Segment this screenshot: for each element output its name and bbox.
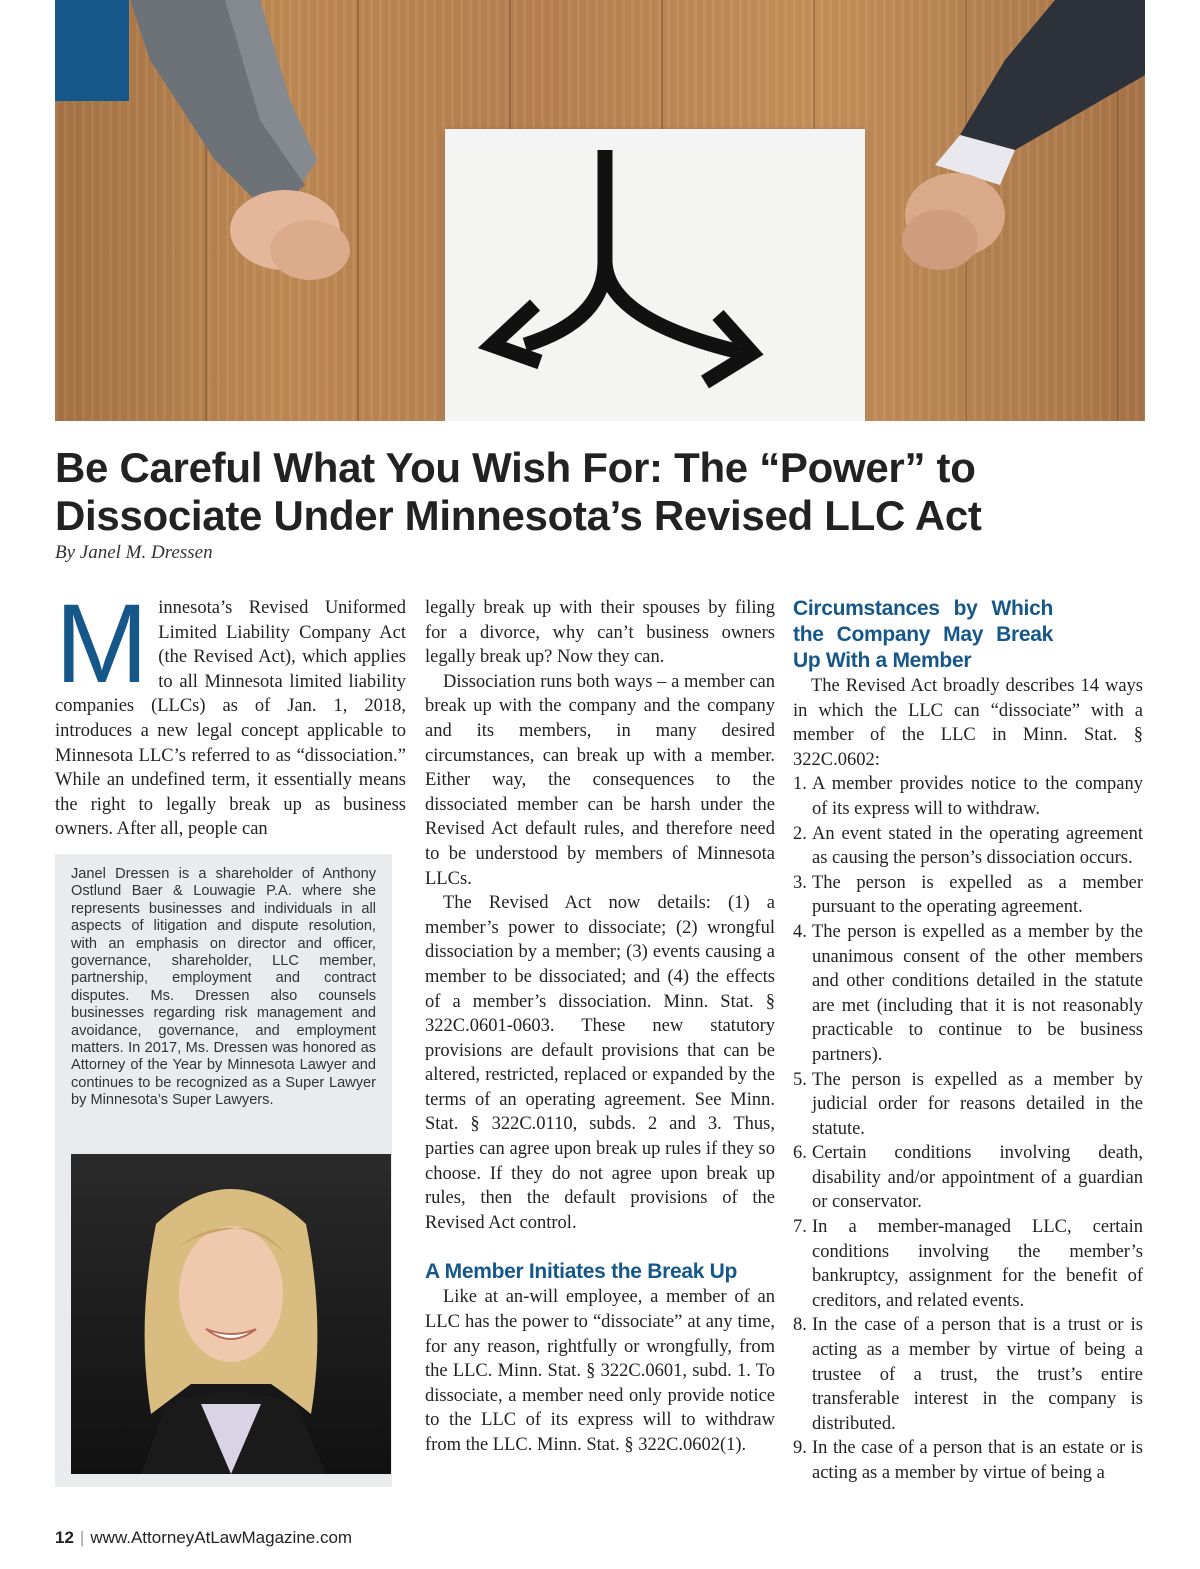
hands-and-arrow-illustration (55, 0, 1145, 421)
list-item: 2. An event stated in the operating agreement as causing the person’s dissociation occurs. (793, 823, 1143, 869)
column-1 (55, 581, 406, 842)
list-item: 7. In a member-managed LLC, certain conditions involving the member’s bankruptcy, assignment for the benefit of creditors, and related events. (793, 1217, 1143, 1311)
drop-cap: M (55, 581, 149, 706)
footer-separator: | (79, 1528, 85, 1547)
website-link[interactable]: www.AttorneyAtLawMagazine.com (90, 1528, 353, 1547)
list-item: 4. The person is expelled as a member by the unanimous consent of the other members and other conditions detailed in the statute are met (including that it is not reasonably practicable to continue to be business partners). (793, 921, 1143, 1065)
col2-paragraph-2: Dissociation runs both ways – a member can break up with the company and the company and its members, in many desired circumstances, can break up with a member. Either way, the consequences to the dissociated member can be harsh under the Revised Act default rules, and therefore need to be understood by members of Minnesota LLCs. (425, 671, 775, 889)
list-item: 6. Certain conditions involving death, disability and/or appointment of a guardian or conservator. (793, 1143, 1143, 1213)
author-bio-text: Janel Dressen is a shareholder of Anthony Ostlund Baer & Louwagie P.A. where she represents businesses and individuals in all aspects of litigation and dispute resolution, with an emphasis on director and officer, governance, shareholder, LLC member, partnership, employment and contract disputes. Ms. Dressen also counsels businesses regarding risk management and avoidance, governance, and employment matters. In 2017, Ms. Dressen was honored as Attorney of the Year by Minnesota Lawyer and continues to be recognized as a Super Lawyer by Minnesota’s Super Lawyers. (71, 866, 376, 1109)
split-arrow-icon (492, 150, 752, 382)
col3-paragraph-1: The Revised Act broadly describes 14 ways in which the LLC can “dissociate” with a member of the LLC in Minn. Stat. § 322C.0602: (793, 676, 1143, 770)
list-item: 8. In the case of a person that is a trust or is acting as a member by virtue of being a trustee of a trust, the trust’s entire transferable interest in the company is distributed. (793, 1315, 1143, 1434)
lead-paragraph (55, 581, 406, 842)
column-2 (425, 596, 775, 1458)
title-line-1: Be Careful What You Wish For: The “Power” to (55, 444, 976, 491)
col2-paragraph-3: The Revised Act now details: (1) a member’s power to dissociate; (2) wrongful dissociation by a member; (3) events causing a member to be dissociated; and (4) the effects of a member’s dissociation. Minn. Stat. § 322C.0601-0603. These new statutory provisions are default provisions that can be altered, restricted, replaced or expanded by the terms of an operating agreement. See Minn. Stat. § 322C.0110, subds. 2 and 3. Thus, parties can agree upon break up rules if they so choose. If they do not agree upon break up rules, then the default provisions of the Revised Act control. (425, 893, 775, 1233)
page-footer (55, 1528, 352, 1548)
col2-paragraph-4: Like at an-will employee, a member of an LLC has the power to “dissociate” at any time, for any reason, rightfully or wrongfully, from the LLC. Minn. Stat. § 322C.0601, subd. 1. To dissociate, a member need only provide notice to the LLC of its express will to withdraw from the LLC. Minn. Stat. § 322C.0602(1). (425, 1287, 775, 1455)
column-3 (793, 596, 1143, 1486)
list-item: 1. A member provides notice to the company of its express will to withdraw. (793, 774, 1143, 819)
title-line-2: Dissociate Under Minnesota’s Revised LLC Act (55, 492, 982, 539)
page-number: 12 (55, 1528, 74, 1547)
lead-text: innesota’s Revised Uniformed Limited Liability Company Act (the Revised Act), which applies to all Minnesota limited liability companies (LLCs) as of Jan. 1, 2018, introduces a new legal concept applicable to Minnesota LLC’s referred to as “dissociation.” While an undefined term, it essentially means the right to legally break up as business owners. After all, people can (55, 598, 406, 840)
article-title (55, 444, 1155, 540)
col2-paragraph-1: legally break up with their spouses by filing for a divorce, why can’t business owners legally break up? Now they can. (425, 598, 775, 668)
byline: By Janel M. Dressen (55, 542, 213, 563)
author-bio-box (55, 854, 392, 1487)
hero-image (55, 0, 1145, 421)
dissociation-list (793, 772, 1143, 1485)
author-photo (71, 1154, 391, 1474)
list-item: 9. In the case of a person that is an estate or is acting as a member by virtue of being a (793, 1438, 1143, 1483)
section-heading-circumstances: Circumstances by Which the Company May Break Up With a Member (793, 597, 1053, 672)
list-item: 5. The person is expelled as a member by judicial order for reasons detailed in the statute. (793, 1069, 1143, 1139)
list-item: 3. The person is expelled as a member pursuant to the operating agreement. (793, 872, 1143, 918)
right-sleeve (960, 0, 1145, 150)
accent-block (55, 0, 129, 101)
section-heading-member-initiates: A Member Initiates the Break Up (425, 1260, 738, 1284)
